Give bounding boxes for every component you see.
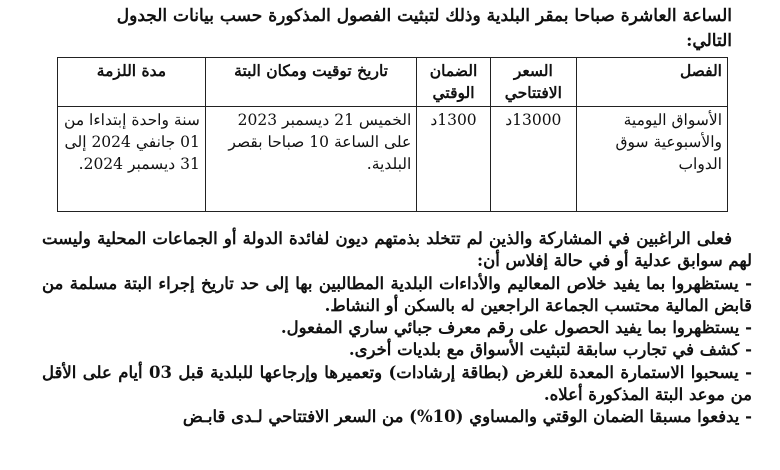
header-guarantee: الضمان الوقتي [417, 58, 490, 107]
condition-item: - يستظهروا بما يفيد الحصول على رقم معرف جبائي ساري المفعول. [280, 318, 752, 338]
conditions-intro: فعلى الراغبين في المشاركة والذين لم تتخلد بذمتهم ديون لفائدة الدولة أو الجماعات المحلية وليست لهم سوابق عدلية أو في حالة إفلاس أن: [42, 229, 752, 271]
header-duration: مدة اللزمة [58, 58, 206, 107]
table-row [58, 107, 728, 212]
conditions-text [42, 228, 752, 429]
header-date-place: تاريخ توقيت ومكان البتة [205, 58, 416, 107]
cell-date-place: الخميس 21 ديسمبر 2023 على الساعة 10 صباحا بقصر البلدية. [205, 107, 416, 212]
intro-paragraph [42, 4, 732, 54]
condition-item: - يدفعوا مسبقا الضمان الوقتي والمساوي (10%) من السعر الافتتاحي لـدى قابـض [182, 407, 752, 427]
cell-season: الأسواق اليومية والأسبوعية سوق الدواب [576, 107, 727, 212]
intro-line-1: الساعة العاشرة صباحا بمقر البلدية وذلك لتبثيت الفصول المذكورة حسب بيانات الجدول [116, 6, 732, 26]
table-header-row [58, 58, 728, 107]
condition-item: - يستظهروا بما يفيد خلاص المعاليم والأداءات البلدية المطالبين بها إلى حد تاريخ إجراء البتة مسلمة من قابض المالية محتسب الجماعة الراجعين له بالسكن أو النشاط. [42, 273, 752, 315]
header-start-price: السعر الافتتاحي [490, 58, 576, 107]
auction-schedule-table [57, 57, 728, 212]
cell-duration: سنة واحدة إبتداءا من 01 جانفي 2024 إلى 31 ديسمبر 2024. [58, 107, 206, 212]
condition-item: - كشف في تجارب سابقة لتبثيت الأسواق مع بلديات أخرى. [348, 340, 752, 360]
cell-guarantee: 1300د [417, 107, 490, 212]
condition-item: - يسحبوا الاستمارة المعدة للغرض (بطاقة إرشادات) وتعميرها وإرجاعها للبلدية قبل 03 أيام على الأقل من موعد البتة المذكورة أعلاه. [42, 362, 753, 405]
header-season: الفصل [576, 58, 727, 107]
intro-line-2: التالي: [686, 31, 732, 51]
cell-start-price: 13000د [490, 107, 576, 212]
